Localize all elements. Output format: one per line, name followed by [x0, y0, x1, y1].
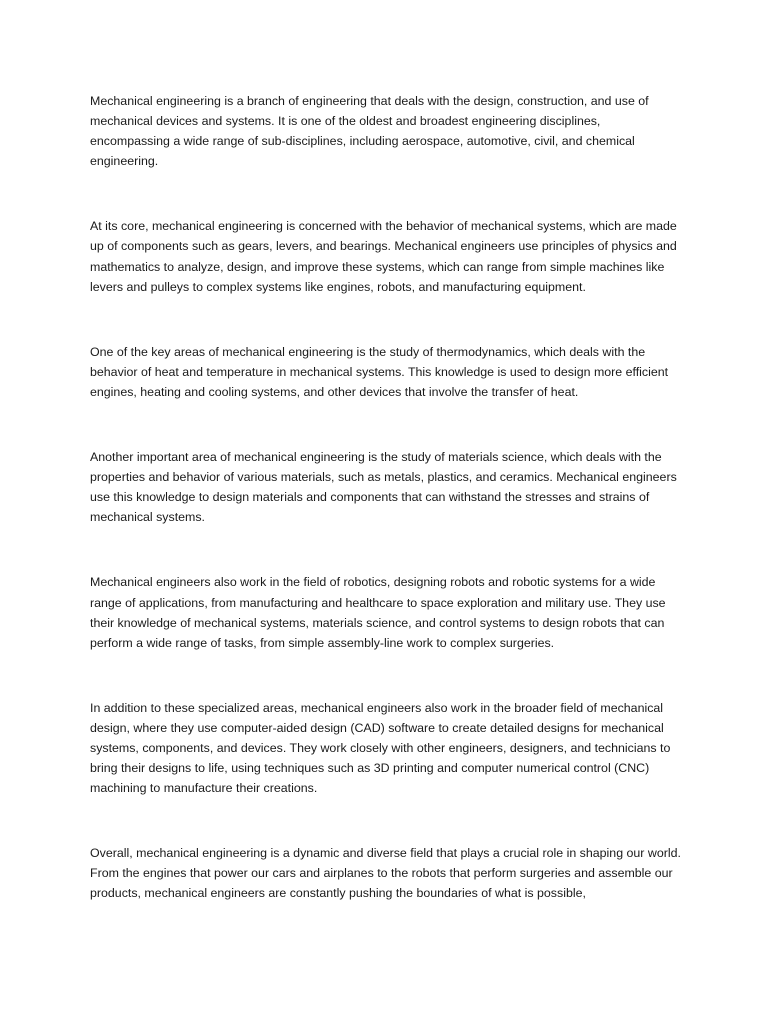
paragraph-materials-science: Another important area of mechanical engineering is the study of materials science, which deals with the properties and behavior of various materials, such as metals, plastics, and ceramics. Mechanical engineers use this knowledge to design materials and components that can withstand the stresses and strains of mechanical systems.: [90, 450, 677, 525]
paragraph-intro: Mechanical engineering is a branch of engineering that deals with the design, construction, and use of mechanical devices and systems. It is one of the oldest and broadest engineering disciplines, encompassing a wide range of sub-disciplines, including aerospace, automotive, civil, and chemical engineering.: [90, 94, 649, 169]
paragraph-overall: Overall, mechanical engineering is a dynamic and diverse field that plays a crucial role in shaping our world. From the engines that power our cars and airplanes to the robots that perform surgeries and assemble our products, mechanical engineers are constantly pushing the boundaries of what is possible,: [90, 846, 681, 901]
paragraph-mechanical-design: In addition to these specialized areas, mechanical engineers also work in the broader field of mechanical design, where they use computer-aided design (CAD) software to create detailed designs for mechanical systems, components, and devices. They work closely with other engineers, designers, and technicians to bring their designs to life, using techniques such as 3D printing and computer numerical control (CNC) machining to manufacture their creations.: [90, 700, 671, 796]
paragraph-core: At its core, mechanical engineering is concerned with the behavior of mechanical systems, which are made up of components such as gears, levers, and bearings. Mechanical engineers use principles of physics and mathematics to analyze, design, and improve these systems, which can range from simple machines like levers and pulleys to complex systems like engines, robots, and manufacturing equipment.: [90, 219, 677, 294]
paragraph-robotics: Mechanical engineers also work in the field of robotics, designing robots and robotic systems for a wide range of applications, from manufacturing and healthcare to space exploration and military use. They use their knowledge of mechanical systems, materials science, and control systems to design robots that can perform a wide range of tasks, from simple assembly-line work to complex surgeries.: [90, 575, 666, 650]
document-body: [90, 91, 682, 904]
paragraph-thermodynamics: One of the key areas of mechanical engineering is the study of thermodynamics, which deals with the behavior of heat and temperature in mechanical systems. This knowledge is used to design more efficient engines, heating and cooling systems, and other devices that involve the transfer of heat.: [90, 344, 669, 399]
